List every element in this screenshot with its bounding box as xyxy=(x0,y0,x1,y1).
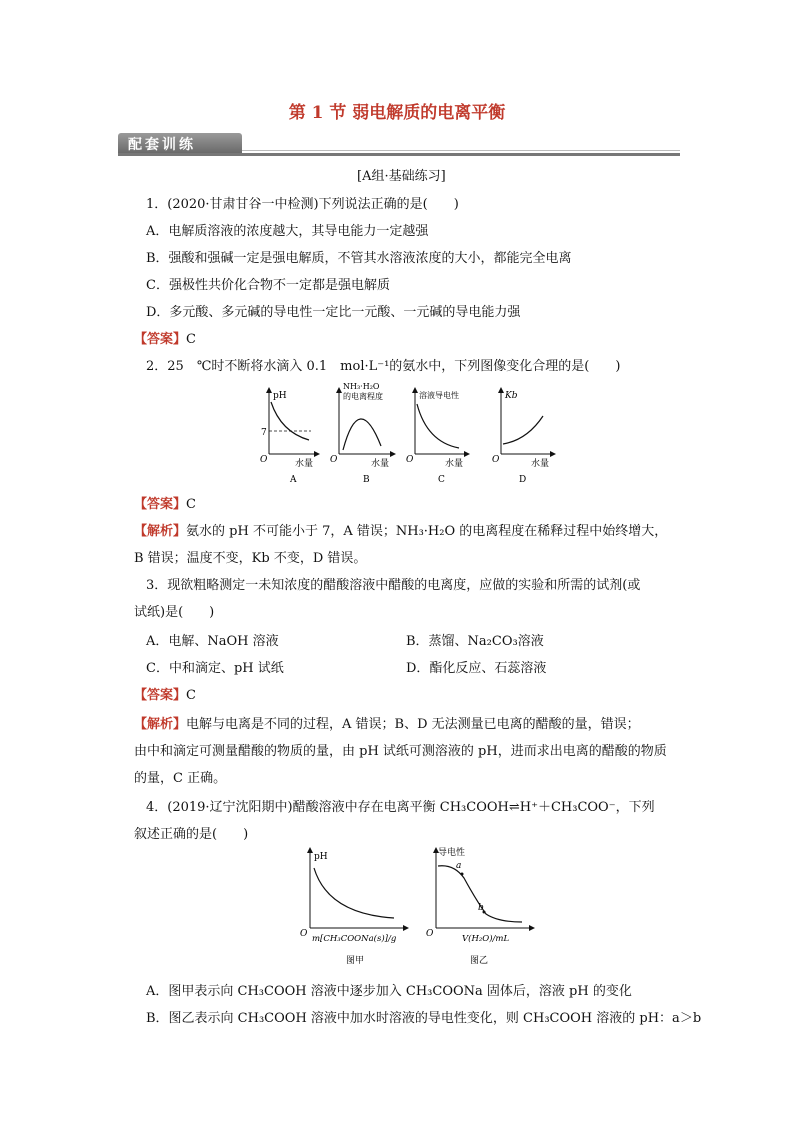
graph-b-xlabel: 水量 xyxy=(371,459,390,469)
q3-option-c: C．中和滴定、pH 试纸 xyxy=(146,661,284,676)
q3-stem-1: 3．现欲粗略测定一未知浓度的醋酸溶液中醋酸的电离度，应做的实验和所需的试剂(或 xyxy=(146,578,641,593)
graph-b-origin: O xyxy=(330,455,338,465)
graph-jia-xlabel: m[CH₃COONa(s)]/g xyxy=(312,934,397,944)
q3-option-b: B．蒸馏、Na₂CO₃溶液 xyxy=(406,634,544,649)
q1-answer xyxy=(134,328,196,347)
answer-tag: 【答案】 xyxy=(134,332,187,347)
graph-c-label: C xyxy=(438,475,445,485)
q1-option-a: A．电解质溶液的浓度越大，其导电能力一定越强 xyxy=(146,224,429,239)
q4-option-a: A．图甲表示向 CH₃COOH 溶液中逐步加入 CH₃COONa 固体后，溶液 pH 的变化 xyxy=(146,984,632,999)
q4-stem-1: 4．(2019·辽宁沈阳期中)醋酸溶液中存在电离平衡 CH₃COOH⇌H⁺＋CH₃COO⁻，下列 xyxy=(146,800,655,815)
q2-stem: 2．25 ℃时不断将水滴入 0.1 mol·L⁻¹的氨水中，下列图像变化合理的是( ) xyxy=(146,359,621,374)
section-banner xyxy=(118,133,242,153)
banner-rule-thin xyxy=(242,150,680,151)
answer-value: C xyxy=(186,332,196,347)
graph-d xyxy=(492,388,555,485)
graph-jia-origin: O xyxy=(300,929,308,939)
point-b-label: b xyxy=(478,903,484,913)
q3-analysis-1 xyxy=(134,713,640,732)
graph-jia xyxy=(300,848,408,966)
q4-graphs xyxy=(290,842,560,972)
graph-b-ylabel-2: 的电离程度 xyxy=(343,392,383,401)
q3-stem-2: 试纸)是( ) xyxy=(134,605,215,620)
analysis-tag: 【解析】 xyxy=(134,524,187,539)
graph-d-ylabel: Kb xyxy=(505,391,518,401)
q2-analysis-2: B 错误；温度不变，Kb 不变，D 错误。 xyxy=(134,551,367,566)
graph-b-ylabel-1: NH₃·H₂O xyxy=(343,382,380,391)
q3-answer xyxy=(134,684,196,703)
graph-yi xyxy=(426,846,534,966)
q3-option-a: A．电解、NaOH 溶液 xyxy=(146,634,279,649)
q2-answer xyxy=(134,493,196,512)
graph-c-ylabel: 溶液导电性 xyxy=(419,391,459,400)
graph-a xyxy=(260,388,319,485)
answer-tag: 【答案】 xyxy=(134,497,187,512)
graph-a-label: A xyxy=(290,475,297,485)
graph-yi-ylabel: 导电性 xyxy=(438,848,466,858)
graph-d-origin: O xyxy=(492,455,500,465)
graph-jia-ylabel: pH xyxy=(314,852,328,862)
graph-d-xlabel: 水量 xyxy=(531,459,550,469)
graph-c-xlabel: 水量 xyxy=(445,459,464,469)
graph-yi-xlabel: V(H₂O)/mL xyxy=(462,934,510,944)
q4-stem-2: 叙述正确的是( ) xyxy=(134,827,249,842)
graph-b xyxy=(330,382,395,485)
banner-rule xyxy=(118,153,680,156)
graph-a-origin: O xyxy=(260,455,268,465)
q1-option-b: B．强酸和强碱一定是强电解质，不管其水溶液浓度的大小，都能完全电离 xyxy=(146,251,572,266)
q4-option-b: B．图乙表示向 CH₃COOH 溶液中加水时溶液的导电性变化，则 CH₃COOH 溶液的 pH：a＞b xyxy=(146,1011,702,1026)
q1-option-c: C．强极性共价化合物不一定都是强电解质 xyxy=(146,278,390,293)
graph-a-xlabel: 水量 xyxy=(295,459,314,469)
graph-jia-caption: 图甲 xyxy=(346,956,365,966)
point-a-label: a xyxy=(456,861,462,871)
q1-stem: 1．(2020·甘肃甘谷一中检测)下列说法正确的是( ) xyxy=(146,197,459,212)
q3-analysis-2: 由中和滴定可测量醋酸的物质的量，由 pH 试纸可测溶液的 pH，进而求出电离的醋酸的物质 xyxy=(134,744,667,759)
answer-value: C xyxy=(186,497,196,512)
answer-value: C xyxy=(186,688,196,703)
q2-graphs xyxy=(255,380,565,490)
point-a-marker xyxy=(461,873,464,876)
analysis-text: 氨水的 pH 不可能小于 7，A 错误；NH₃·H₂O 的电离程度在稀释过程中始终增大， xyxy=(186,524,668,539)
q2-analysis-1 xyxy=(134,520,667,539)
section-heading: [A组·基础练习] xyxy=(357,169,446,184)
graph-yi-origin: O xyxy=(426,929,434,939)
graph-b-label: B xyxy=(363,475,370,485)
q3-analysis-3: 的量，C 正确。 xyxy=(134,771,227,786)
analysis-text: 电解与电离是不同的过程，A 错误；B、D 无法测量已电离的醋酸的量，错误； xyxy=(186,717,640,732)
graph-c xyxy=(406,388,469,485)
graph-c-origin: O xyxy=(406,455,414,465)
q3-option-d: D．酯化反应、石蕊溶液 xyxy=(406,661,547,676)
graph-d-label: D xyxy=(519,475,527,485)
analysis-tag: 【解析】 xyxy=(134,717,187,732)
q1-option-d: D．多元酸、多元碱的导电性一定比一元酸、一元碱的导电能力强 xyxy=(146,305,521,320)
banner-label: 配套训练 xyxy=(128,137,196,153)
graph-a-ylabel: pH xyxy=(273,391,287,401)
graph-yi-caption: 图乙 xyxy=(470,956,489,966)
graph-a-tick: 7 xyxy=(261,428,267,438)
page-title: 第 1 节 弱电解质的电离平衡 xyxy=(288,103,506,123)
answer-tag: 【答案】 xyxy=(134,688,187,703)
